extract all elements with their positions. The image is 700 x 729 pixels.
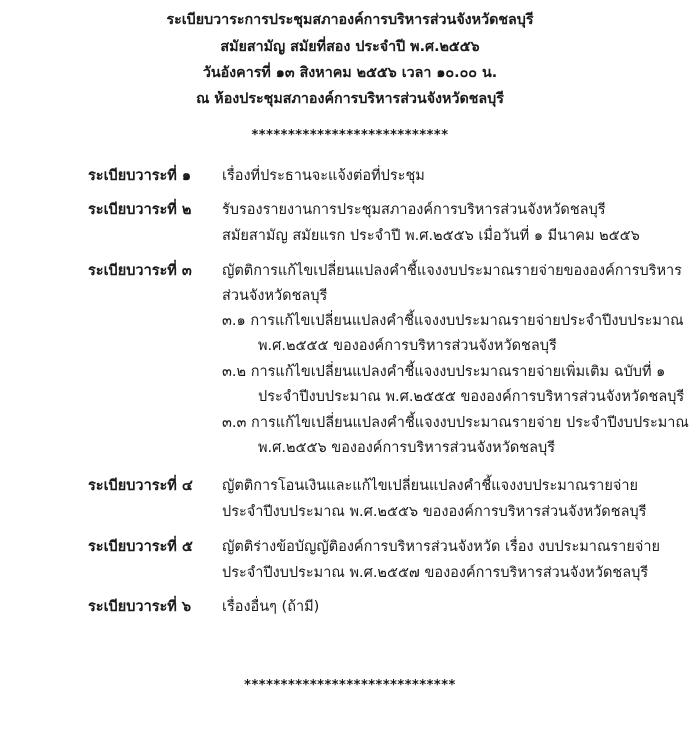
- header-separator: ***************************: [251, 128, 449, 143]
- agenda-5-label: ระเบียบวาระที่ ๕: [88, 539, 193, 555]
- agenda-6-label: ระเบียบวาระที่ ๖: [88, 599, 192, 615]
- agenda-3-sub-1-line-2: พ.ศ.๒๕๕๕ ขององค์การบริหารส่วนจังหวัดชลบุรี: [258, 338, 557, 354]
- agenda-5-line-2: ประจำปีงบประมาณ พ.ศ.๒๕๕๗ ขององค์การบริหารส่วนจังหวัดชลบุรี: [222, 565, 649, 581]
- agenda-3-line-1: ญัตติการแก้ไขเปลี่ยนแปลงคำชี้แจงงบประมาณรายจ่ายขององค์การบริหาร: [222, 263, 682, 279]
- agenda-4-line-1: ญัตติการโอนเงินและแก้ไขเปลี่ยนแปลงคำชี้แจงงบประมาณรายจ่าย: [222, 478, 638, 494]
- agenda-6-line-1: เรื่องอื่นๆ (ถ้ามี): [222, 599, 320, 615]
- footer-separator: *****************************: [244, 678, 456, 693]
- agenda-1-line-1: เรื่องที่ประธานจะแจ้งต่อที่ประชุม: [222, 168, 425, 184]
- header-venue: ณ ห้องประชุมสภาองค์การบริหารส่วนจังหวัดชลบุรี: [196, 91, 504, 107]
- agenda-3-sub-1-line-1: ๓.๑ การแก้ไขเปลี่ยนแปลงคำชี้แจงงบประมาณรายจ่ายประจำปีงบประมาณ: [222, 313, 684, 329]
- agenda-3-sub-2-line-1: ๓.๒ การแก้ไขเปลี่ยนแปลงคำชี้แจงงบประมาณรายจ่ายเพิ่มเติม ฉบับที่ ๑: [222, 364, 666, 380]
- agenda-3-sub-3-line-2: พ.ศ.๒๕๕๖ ขององค์การบริหารส่วนจังหวัดชลบุรี: [258, 440, 555, 456]
- agenda-4-line-2: ประจำปีงบประมาณ พ.ศ.๒๕๕๖ ขององค์การบริหารส่วนจังหวัดชลบุรี: [222, 504, 647, 520]
- agenda-2-line-1: รับรองรายงานการประชุมสภาองค์การบริหารส่วนจังหวัดชลบุรี: [222, 202, 606, 218]
- agenda-2-line-2: สมัยสามัญ สมัยแรก ประจำปี พ.ศ.๒๕๕๖ เมื่อวันที่ ๑ มีนาคม ๒๕๕๖: [222, 228, 640, 244]
- agenda-3-sub-2-line-2: ประจำปีงบประมาณ พ.ศ.๒๕๕๕ ขององค์การบริหารส่วนจังหวัดชลบุรี: [258, 389, 685, 405]
- agenda-1-label: ระเบียบวาระที่ ๑: [88, 168, 192, 184]
- header-date: วันอังคารที่ ๑๓ สิงหาคม ๒๕๕๖ เวลา ๑๐.๐๐ น.: [202, 65, 498, 81]
- header-session: สมัยสามัญ สมัยที่สอง ประจำปี พ.ศ.๒๕๕๖: [220, 39, 480, 55]
- agenda-3-line-2: ส่วนจังหวัดชลบุรี: [222, 288, 328, 304]
- agenda-3-sub-3-line-1: ๓.๓ การแก้ไขเปลี่ยนแปลงคำชี้แจงงบประมาณรายจ่าย ประจำปีงบประมาณ: [222, 415, 689, 431]
- header-title: ระเบียบวาระการประชุมสภาองค์การบริหารส่วนจังหวัดชลบุรี: [166, 12, 534, 28]
- agenda-3-label: ระเบียบวาระที่ ๓: [88, 263, 192, 279]
- agenda-4-label: ระเบียบวาระที่ ๔: [88, 478, 193, 494]
- agenda-2-label: ระเบียบวาระที่ ๒: [88, 202, 192, 218]
- agenda-5-line-1: ญัตติร่างข้อบัญญัติองค์การบริหารส่วนจังหวัด เรื่อง งบประมาณรายจ่าย: [222, 539, 660, 555]
